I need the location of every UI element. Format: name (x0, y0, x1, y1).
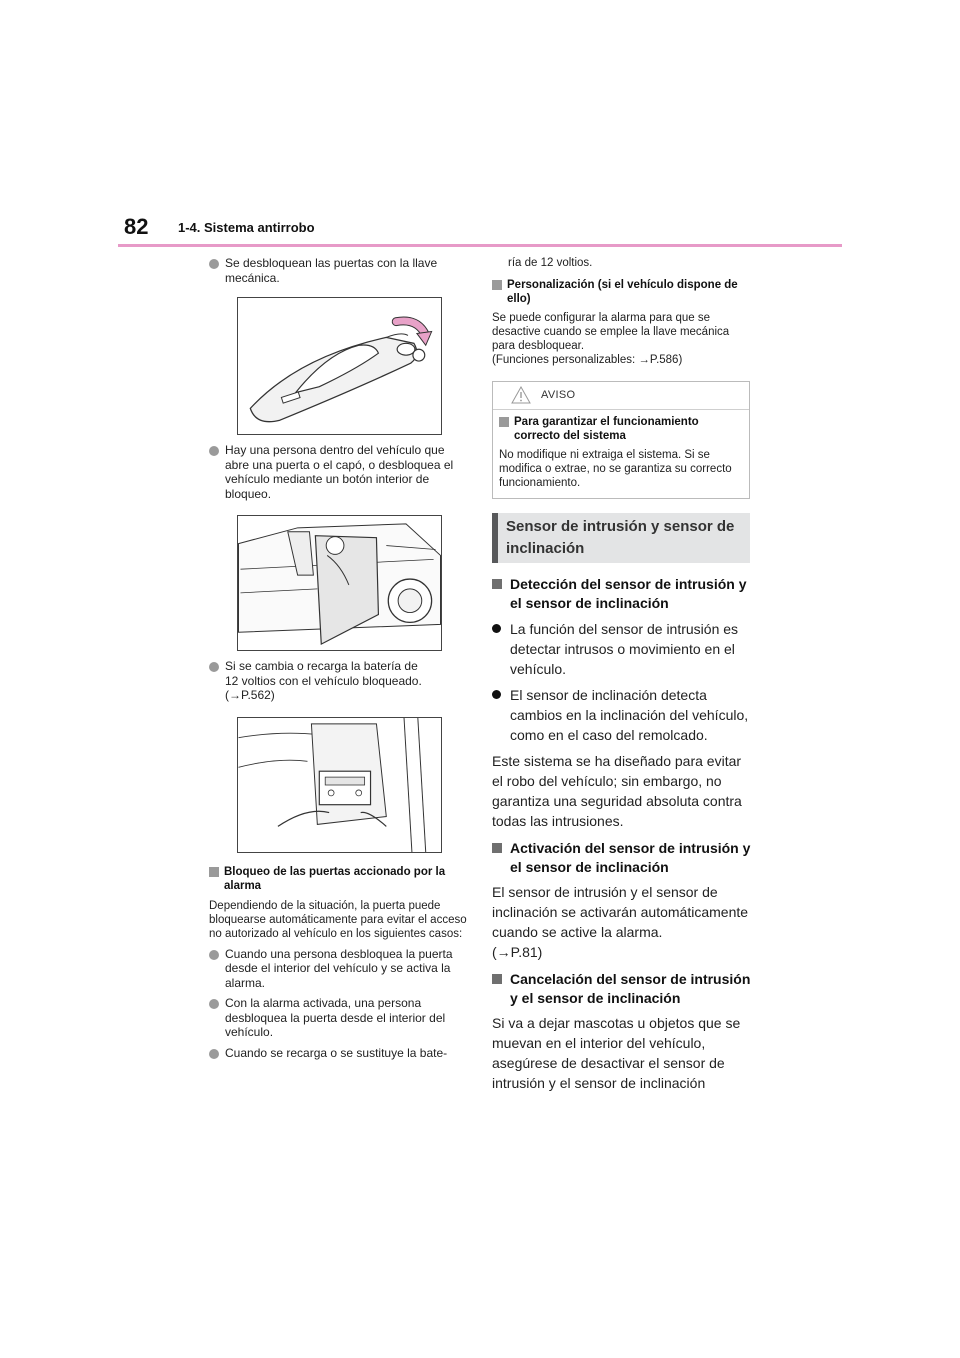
subheading (492, 278, 754, 306)
door-handle-illustration (237, 297, 442, 435)
bullet-icon (209, 950, 219, 960)
bullet-icon (492, 690, 501, 699)
bullet-text: Cuando se recarga o se sustituye la bate- (225, 1045, 448, 1060)
paragraph-continuation: ría de 12 voltios. (508, 257, 593, 269)
list-item (209, 996, 467, 1040)
battery-drawing (238, 718, 441, 852)
square-bullet-icon (492, 579, 502, 589)
subheading-text: Activación del sensor de intrusión y el sensor de inclinación (510, 840, 751, 875)
notice-box (492, 381, 750, 499)
square-bullet-icon (492, 280, 502, 290)
square-bullet-icon (209, 867, 219, 877)
bullet-icon (209, 1049, 219, 1059)
paragraph: (Funciones personalizables: →P.586) (492, 354, 683, 366)
paragraph: Se puede configurar la alarma para que se desactive cuando se emplee la llave mecánica para desbloquear. (492, 312, 730, 352)
subheading-text: Cancelación del sensor de intrusión y el sensor de inclinación (510, 971, 751, 1006)
left-column (209, 256, 467, 1060)
bullet-text-line-1: Si se cambia o recarga la batería de (225, 659, 418, 673)
car-door-illustration (237, 515, 442, 651)
bullet-text: Hay una persona dentro del vehículo que abre una puerta o el capó, o desbloquea el vehículo mediante un botón interior de bloqueo. (225, 443, 454, 501)
bullet-text: Cuando una persona desbloquea la puerta desde el interior del vehículo y se activa la alarma. (225, 946, 453, 990)
notice-label: AVISO (541, 389, 576, 401)
subheading (492, 575, 754, 613)
paragraph: Este sistema se ha diseñado para evitar el robo del vehículo; sin embargo, no garantiza una seguridad absoluta contra todas las intrusiones. (492, 753, 742, 829)
list-item (209, 659, 467, 703)
subheading (492, 839, 754, 877)
subheading (209, 865, 467, 893)
list-item (492, 619, 754, 679)
bullet-icon (209, 259, 219, 269)
door-handle-drawing (238, 298, 441, 434)
paragraph: Si va a dejar mascotas u objetos que se muevan en el interior del vehículo, asegúrese de desactivar el sensor de intrusión y el sensor de inclinación (492, 1015, 741, 1091)
topic-title: Sensor de intrusión y sensor de inclinación (506, 518, 735, 557)
page-number: 82 (124, 214, 149, 239)
subheading-text: Bloqueo de las puertas accionado por la alarma (224, 865, 446, 892)
notice-heading (499, 415, 743, 443)
bullet-text: El sensor de inclinación detecta cambios en la inclinación del vehículo, como en el caso del remolcado. (510, 687, 749, 743)
page-reference: (→P.562) (225, 688, 275, 702)
subheading-text: Detección del sensor de intrusión y el sensor de inclinación (510, 576, 747, 611)
banner-bar (492, 513, 498, 563)
bullet-icon (209, 662, 219, 672)
bullet-icon (209, 446, 219, 456)
bullet-icon (492, 624, 501, 633)
bullet-text: Con la alarma activada, una persona desbloquea la puerta desde el interior del vehículo. (225, 996, 446, 1039)
notice-text: No modifique ni extraiga el sistema. Si se modifica o extrae, no se garantiza su correcto funcionamiento. (499, 449, 732, 489)
topic-banner (492, 513, 750, 563)
bullet-text: La función del sensor de intrusión es detectar intrusos o movimiento en el vehículo. (510, 621, 739, 677)
list-item (209, 256, 467, 285)
list-item (492, 685, 754, 745)
car-door-drawing (238, 516, 441, 650)
bullet-text: Se desbloquean las puertas con la llave mecánica. (225, 256, 438, 285)
list-item (209, 1046, 467, 1061)
notice-heading-text: Para garantizar el funcionamiento correcto del sistema (514, 416, 699, 442)
battery-illustration (237, 717, 442, 853)
right-column (492, 256, 754, 1093)
subheading (492, 970, 754, 1008)
section-title: 1-4. Sistema antirrobo (178, 220, 315, 235)
page-reference: (→P.81) (492, 944, 543, 960)
subheading-text: Personalización (si el vehículo dispone de ello) (507, 279, 738, 305)
header-rule (118, 244, 842, 247)
bullet-text-line-2: 12 voltios con el vehículo bloqueado. (225, 673, 422, 688)
paragraph: Dependiendo de la situación, la puerta puede bloquearse automáticamente para evitar el acceso no autorizado al vehículo en los siguientes casos: (209, 899, 467, 940)
square-bullet-icon (492, 974, 502, 984)
square-bullet-icon (499, 417, 509, 427)
bullet-icon (209, 999, 219, 1009)
warning-icon (511, 386, 531, 404)
square-bullet-icon (492, 843, 502, 853)
notice-header (493, 382, 749, 410)
list-item (209, 947, 467, 991)
paragraph: El sensor de intrusión y el sensor de inclinación se activarán automáticamente cuando se active la alarma. (492, 884, 749, 940)
list-item (209, 443, 467, 501)
